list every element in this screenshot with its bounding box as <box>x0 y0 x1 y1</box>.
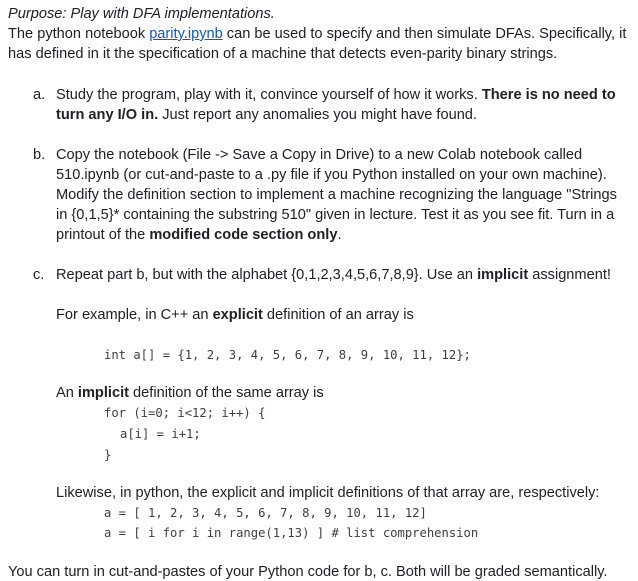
cpp-implicit-code-1: for (i=0; i<12; i++) { <box>104 406 266 420</box>
part-c-bold: implicit <box>477 267 529 283</box>
part-c-text: Repeat part b, but with the alphabet {0,1,2,3,4,5,6,7,8,9}. Use an <box>56 267 478 283</box>
parity-notebook-link[interactable]: parity.ipynb <box>149 26 223 42</box>
cpp-example-intro <box>56 306 414 324</box>
intro-line-2: has defined in it the specification of a machine that detects even-parity binary strings. <box>8 46 558 62</box>
intro-text-cont: can be used to specify and then simulate DFAs. Specifically, it <box>222 26 627 42</box>
purpose-line: Purpose: Play with DFA implementations. <box>8 6 275 22</box>
cpp-example-text-cont: definition of an array is <box>262 307 414 323</box>
part-b-text: printout of the <box>56 227 150 243</box>
cpp-example-text: For example, in C++ an <box>56 307 213 323</box>
intro-text: The python notebook <box>8 26 150 42</box>
intro-line-1 <box>8 25 626 43</box>
part-b-line-1: Copy the notebook (File -> Save a Copy in Drive) to a new Colab notebook called <box>56 147 583 163</box>
python-intro: Likewise, in python, the explicit and implicit definitions of that array are, respectively: <box>56 485 600 501</box>
part-c-text-cont: assignment! <box>528 267 611 283</box>
part-b-period: . <box>337 227 342 243</box>
part-a-line-2 <box>56 106 477 124</box>
item-marker-b: b. <box>33 147 46 163</box>
implicit-bold: implicit <box>77 385 129 401</box>
part-c-line-1 <box>56 266 611 284</box>
part-b-line-2: 510.ipynb (or cut-and-paste to a .py file if you Python installed on your own machine). <box>56 167 607 183</box>
footer-note: You can turn in cut-and-pastes of your Python code for b, c. Both will be graded semantically. <box>8 564 608 580</box>
cpp-implicit-code-2: a[i] = i+1; <box>120 427 201 441</box>
part-b-line-5 <box>56 226 342 244</box>
cpp-explicit-code: int a[] = {1, 2, 3, 4, 5, 6, 7, 8, 9, 10, 11, 12}; <box>104 348 471 362</box>
part-a-text-2: Just report any anomalies you might have found. <box>158 107 477 123</box>
part-b-line-3: Modify the definition section to implement a machine recognizing the language "Strings <box>56 187 617 203</box>
part-b-bold: modified code section only <box>149 227 338 243</box>
implicit-intro-text: An <box>56 385 78 401</box>
cpp-implicit-code-3: } <box>104 448 112 462</box>
cpp-implicit-intro <box>56 384 324 402</box>
item-marker-a: a. <box>33 87 46 103</box>
part-b-line-4: in {0,1,5}* containing the substring 510" given in lecture. Test it as you see fit. Turn in a <box>56 207 615 223</box>
part-a-bold-2: turn any I/O in. <box>56 107 159 123</box>
python-explicit-code: a = [ 1, 2, 3, 4, 5, 6, 7, 8, 9, 10, 11, 12] <box>104 506 427 520</box>
part-a-text: Study the program, play with it, convince yourself of how it works. <box>56 87 482 103</box>
item-marker-c: c. <box>33 267 45 283</box>
implicit-intro-text-cont: definition of the same array is <box>129 385 324 401</box>
part-a-line-1 <box>56 86 616 104</box>
explicit-bold: explicit <box>212 307 263 323</box>
part-a-bold: There is no need to <box>481 87 616 103</box>
python-implicit-code: a = [ i for i in range(1,13) ] # list comprehension <box>104 526 479 540</box>
